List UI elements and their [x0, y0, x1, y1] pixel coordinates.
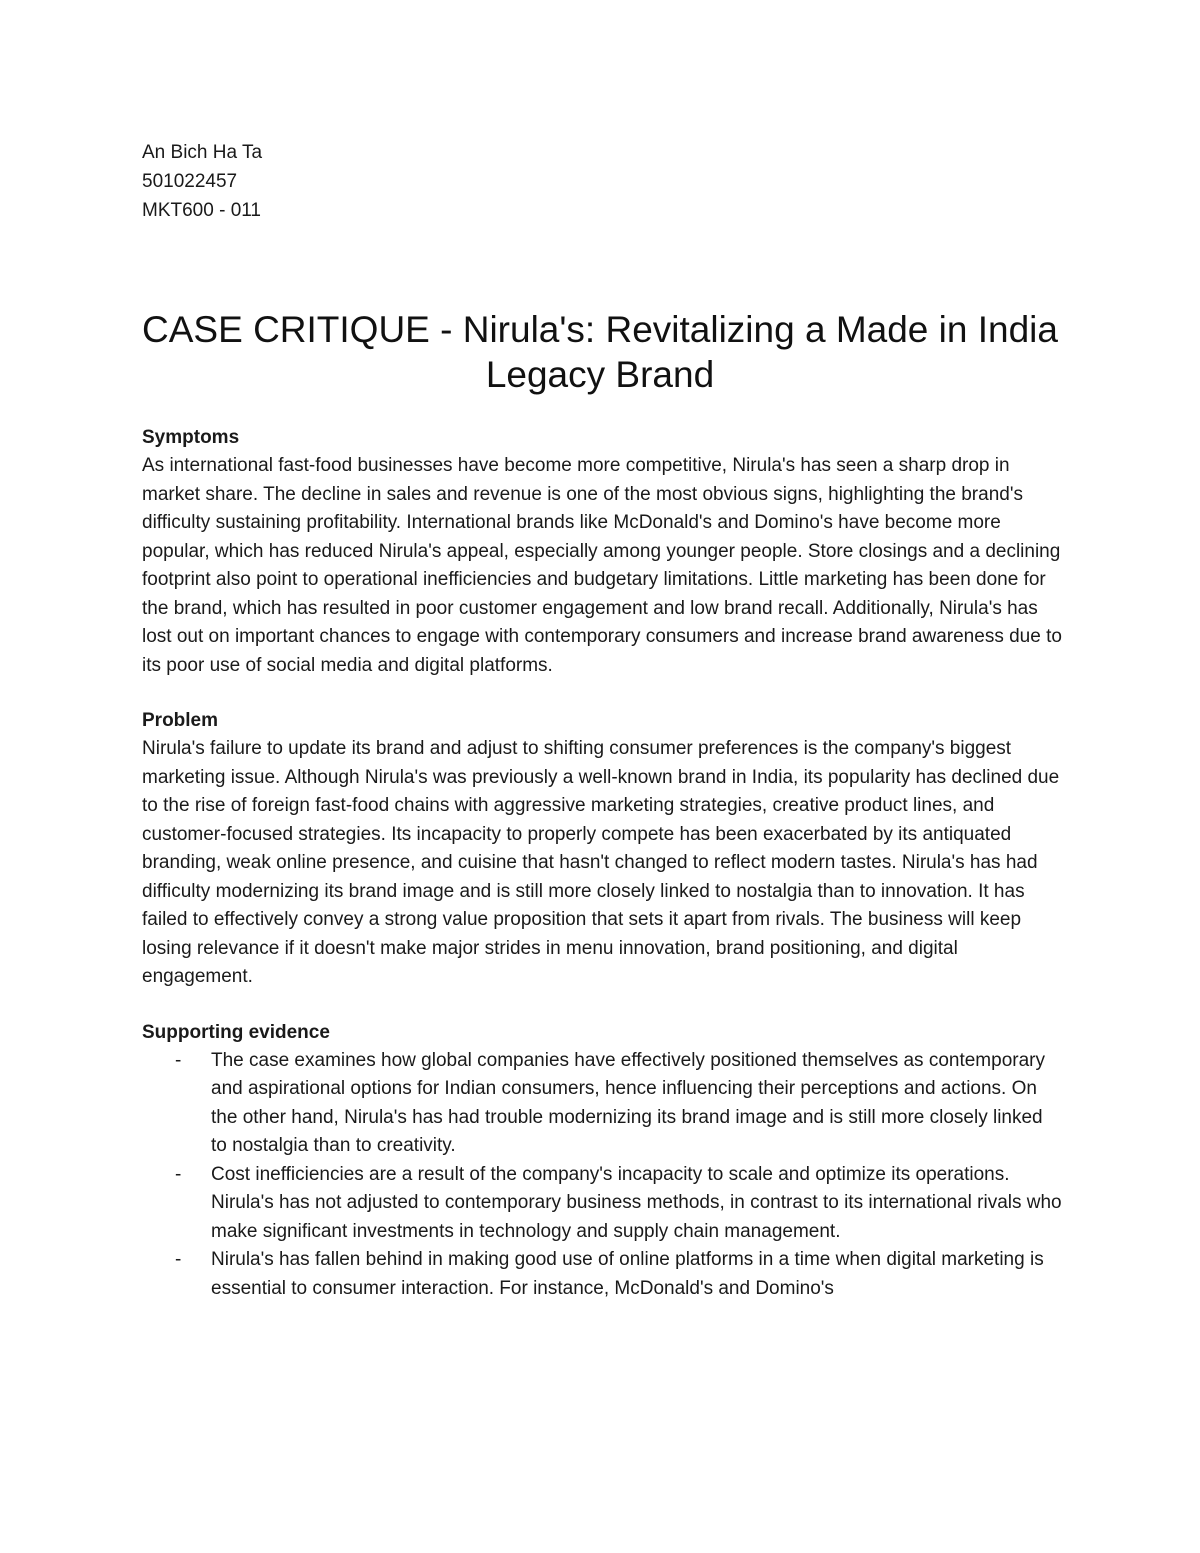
evidence-list — [142, 1047, 1062, 1304]
evidence-item — [142, 1161, 1062, 1247]
evidence-heading: Supporting evidence — [142, 1021, 330, 1043]
dash-bullet: - — [175, 1163, 182, 1185]
dash-bullet: - — [175, 1049, 182, 1071]
evidence-item — [142, 1047, 1062, 1161]
evidence-text: Cost inefficiencies are a result of the company's incapacity to scale and optimize its operations. Nirula's has not adjusted to contemporary business methods, in contrast to its international rivals who make significant investments in technology and supply chain management. — [211, 1163, 1062, 1242]
evidence-item — [142, 1246, 1062, 1303]
symptoms-section — [142, 424, 1062, 680]
course-code: MKT600 - 011 — [142, 200, 261, 221]
evidence-text: Nirula's has fallen behind in making good use of online platforms in a time when digital marketing is essential to consumer interaction. For instance, McDonald's and Domino's — [211, 1249, 1044, 1299]
problem-heading: Problem — [142, 710, 219, 731]
document-content — [142, 138, 1062, 1303]
symptoms-body: As international fast-food businesses have become more competitive, Nirula's has seen a sharp drop in market share. The decline in sales and revenue is one of the most obvious signs, highlighting the brand's difficulty sustaining profitability. International brands like McDonald's and Domino's have become more popular, which has reduced Nirula's appeal, especially among younger people. Store closings and a declining footprint also point to operational inefficiencies and budgetary limitations. Little marketing has been done for the brand, which has resulted in poor customer engagement and low brand recall. Additionally, Nirula's has lost out on important chances to engage with contemporary consumers and increase brand awareness due to its poor use of social media and digital platforms. — [142, 455, 1062, 676]
evidence-text: The case examines how global companies have effectively positioned themselves as contemporary and aspirational options for Indian consumers, hence influencing their perceptions and actions. On the other hand, Nirula's has had trouble modernizing its brand image and is still more closely linked to nostalgia than to creativity. — [211, 1049, 1045, 1156]
author-block — [142, 138, 1062, 225]
symptoms-heading: Symptoms — [142, 427, 240, 448]
student-id: 501022457 — [142, 171, 238, 192]
document-title: CASE CRITIQUE - Nirula's: Revitalizing a Made in India Legacy Brand — [142, 309, 1058, 395]
author-name: An Bich Ha Ta — [142, 142, 263, 163]
dash-bullet: - — [175, 1249, 182, 1270]
problem-body: Nirula's failure to update its brand and adjust to shifting consumer preferences is the company's biggest marketing issue. Although Nirula's was previously a well-known brand in India, its popularity has declined due to the rise of foreign fast-food chains with aggressive marketing strategies, creative product lines, and customer-focused strategies. Its incapacity to properly compete has been exacerbated by its antiquated branding, weak online presence, and cuisine that hasn't changed to reflect modern tastes. Nirula's has had difficulty modernizing its brand image and is still more closely linked to nostalgia than to innovation. It has failed to effectively convey a strong value proposition that sets it apart from rivals. The business will keep losing relevance if it doesn't make major strides in menu innovation, brand positioning, and digital engagement. — [142, 738, 1060, 987]
problem-section — [142, 707, 1062, 992]
evidence-section — [142, 1019, 1062, 1304]
